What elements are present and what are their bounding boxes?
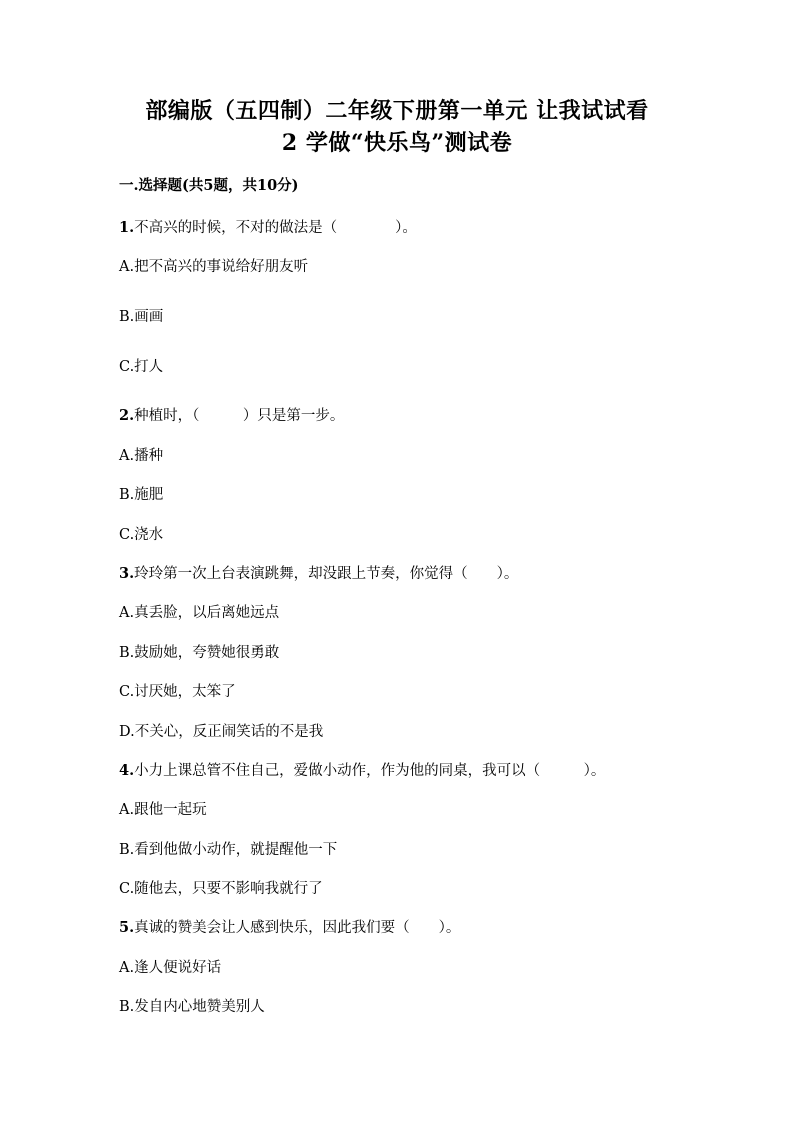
question-number: 2. [119,407,135,424]
option-5a: A.逢人便说好话 [119,960,222,976]
question-number: 1. [119,219,135,236]
question-number: 3. [119,565,135,582]
option-4a: A.跟他一起玩 [119,802,207,818]
option-2c: C.浇水 [119,527,164,543]
question-stem: 种植时，（ ）只是第一步。 [134,408,345,424]
option-2b: B.施肥 [119,487,164,503]
option-1c: C.打人 [119,359,164,375]
option-2a: A.播种 [119,448,164,464]
question-2 [119,406,344,426]
question-number: 5. [119,919,135,936]
question-stem: 小力上课总管不住自己，爱做小动作，作为他的同桌，我可以（ ）。 [134,763,606,779]
option-4c: C.随他去，只要不影响我就行了 [119,881,323,897]
question-1 [119,218,417,238]
option-1b: B.画画 [119,309,164,325]
option-3d: D.不关心，反正闹笑话的不是我 [119,724,324,740]
option-1a: A.把不高兴的事说给好朋友听 [119,259,309,275]
question-stem: 不高兴的时候，不对的做法是（ ）。 [134,220,417,236]
option-3c: C.讨厌她，太笨了 [119,684,236,700]
question-3 [119,564,518,584]
section-heading: 一.选择题(共5题，共10分) [119,177,299,194]
question-stem: 真诚的赞美会让人感到快乐，因此我们要（ ）。 [134,920,461,936]
page-subtitle: 2 学做“快乐鸟”测试卷 [281,130,513,156]
option-3a: A.真丢脸，以后离她远点 [119,605,280,621]
question-stem: 玲玲第一次上台表演跳舞，却没跟上节奏，你觉得（ ）。 [134,566,519,582]
option-4b: B.看到他做小动作，就提醒他一下 [119,842,338,858]
option-3b: B.鼓励她，夸赞她很勇敢 [119,645,280,661]
question-5 [119,918,460,938]
page-title: 部编版（五四制）二年级下册第一单元 让我试试看 [145,98,649,124]
question-4 [119,761,605,781]
question-number: 4. [119,762,135,779]
option-5b: B.发自内心地赞美别人 [119,999,265,1015]
